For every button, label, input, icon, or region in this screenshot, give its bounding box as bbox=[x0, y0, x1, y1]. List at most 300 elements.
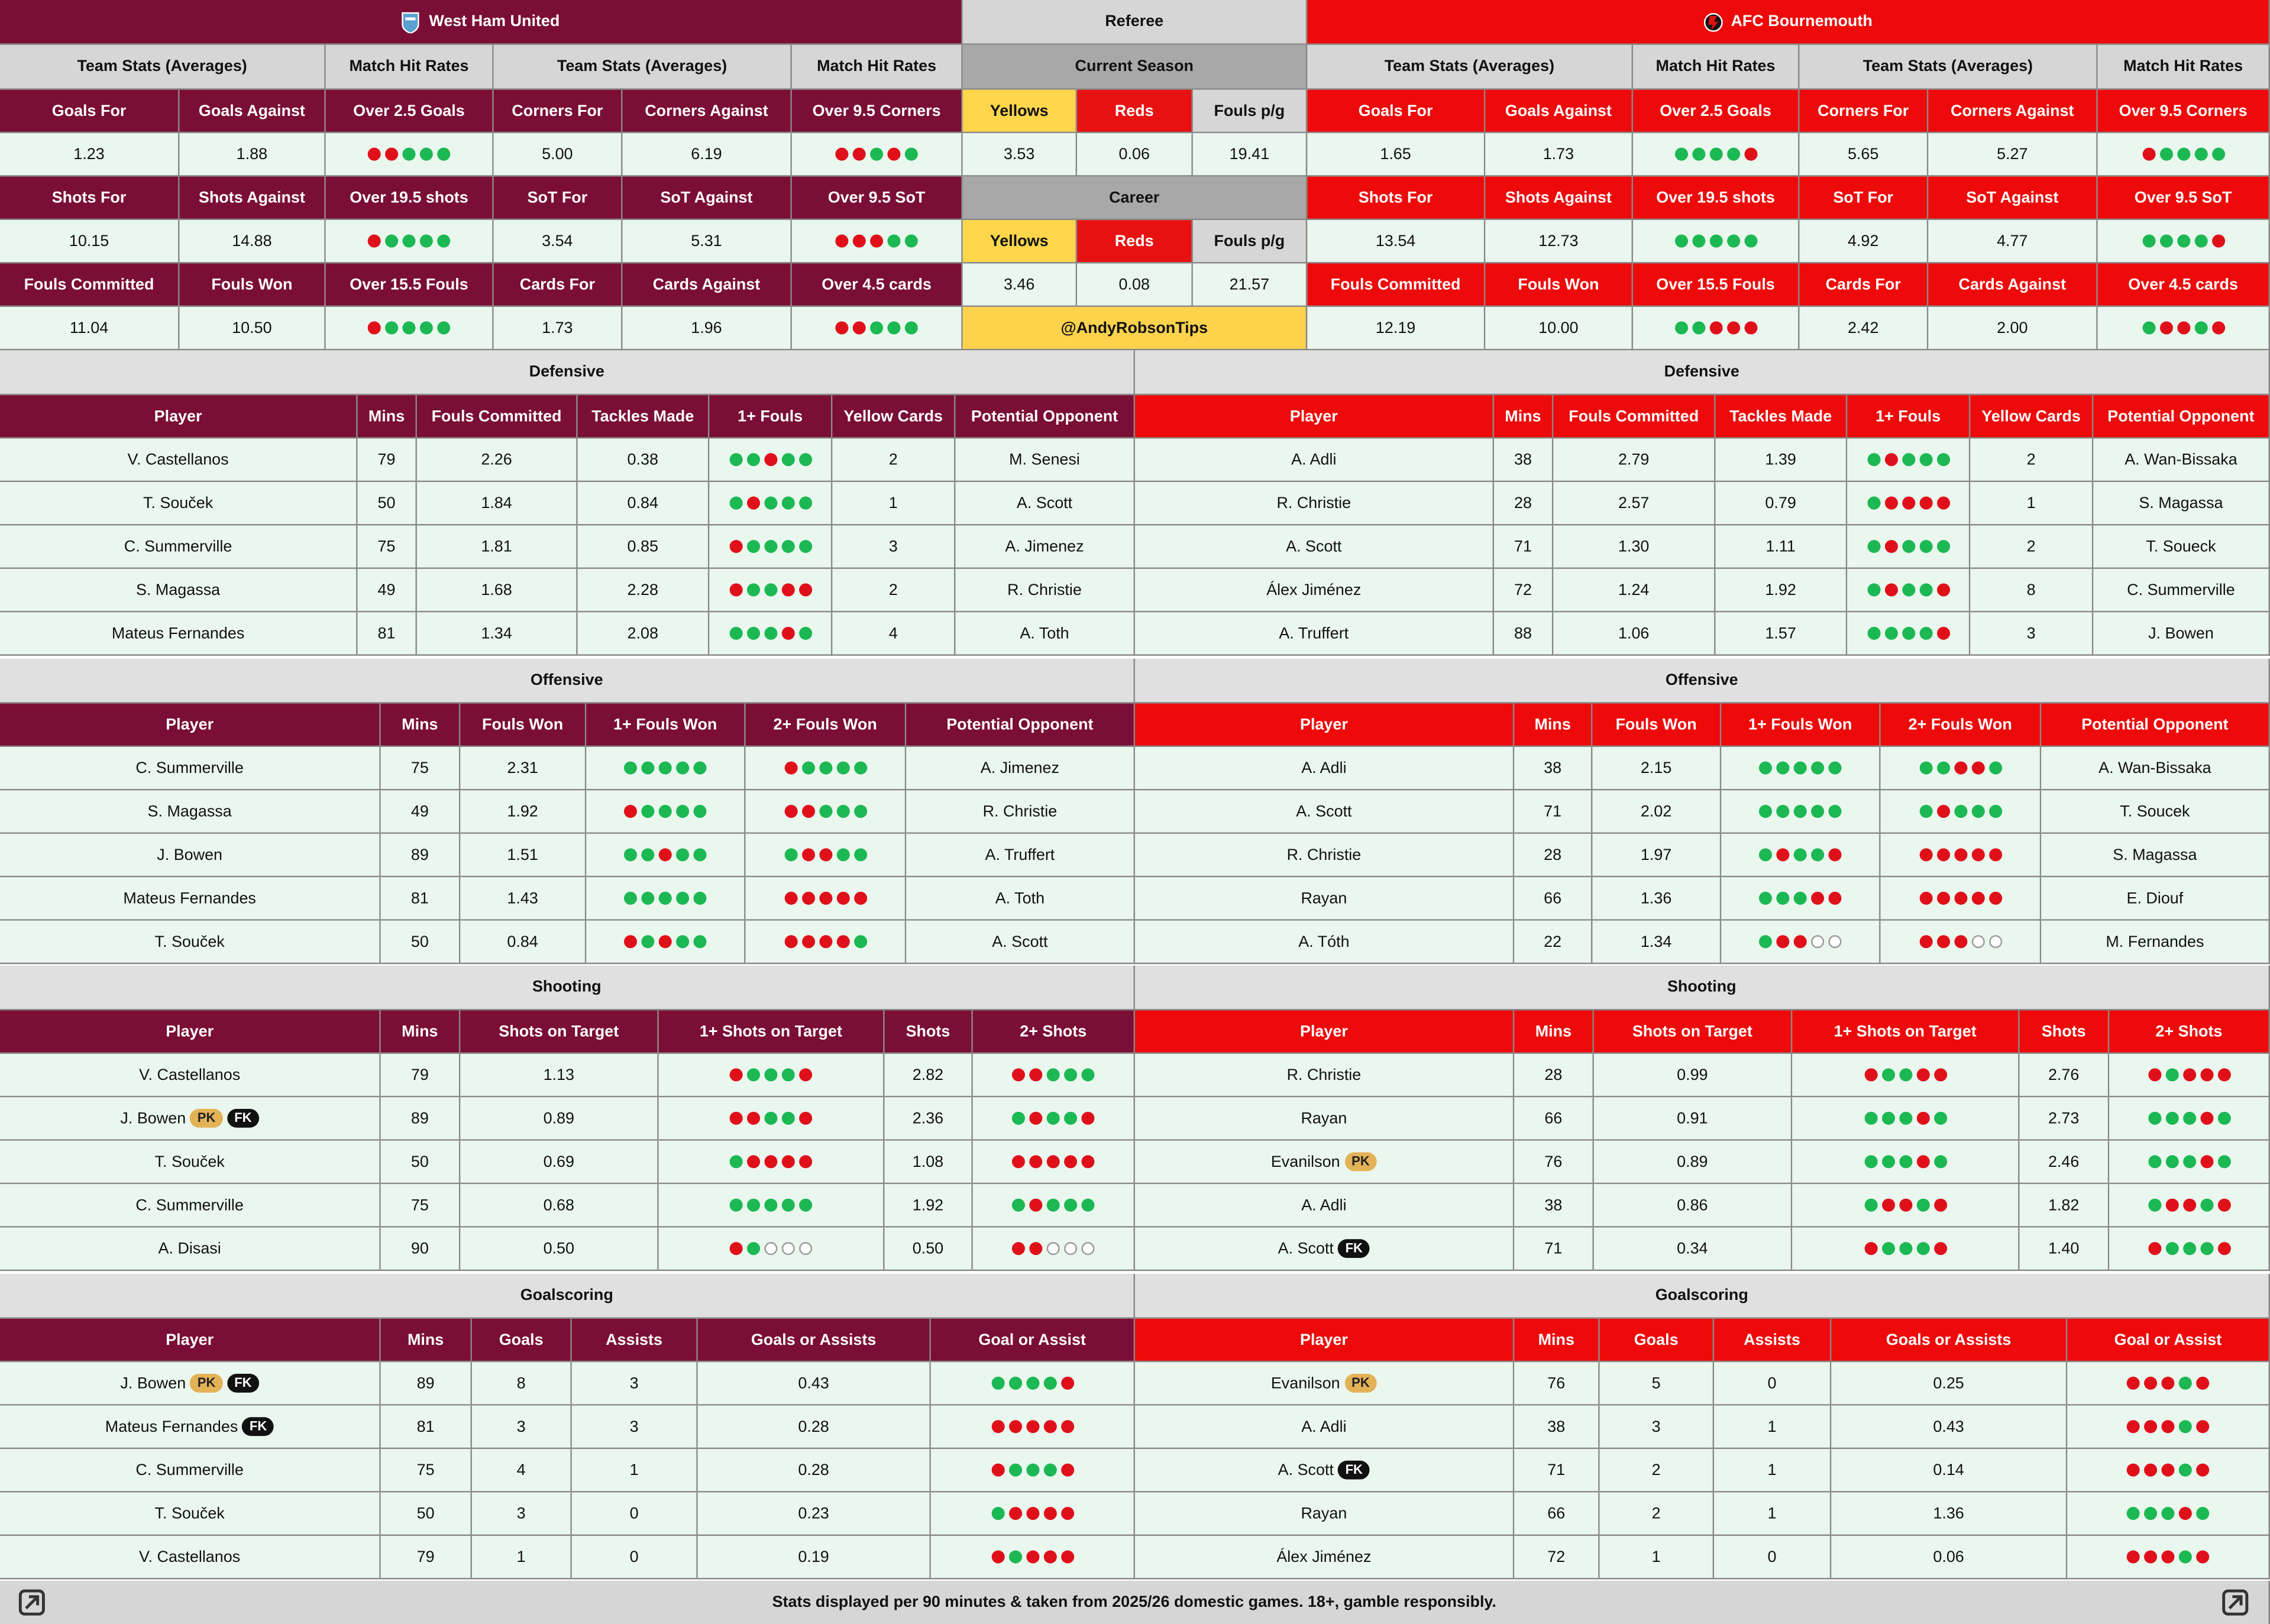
away-column-header: Mins bbox=[1514, 1319, 1599, 1362]
home-player-cell bbox=[0, 1228, 381, 1271]
miss-dot bbox=[1081, 1112, 1094, 1125]
hit-dot bbox=[2159, 148, 2172, 161]
free-kick-taker-badge: FK bbox=[227, 1109, 259, 1128]
hit-dot bbox=[1043, 1464, 1056, 1477]
home-table-cell: 1.51 bbox=[460, 834, 586, 877]
miss-dot bbox=[2200, 1068, 2213, 1081]
hit-dot bbox=[1916, 1242, 1929, 1255]
away-table-cell: 1.57 bbox=[1716, 612, 1848, 655]
away-column-header: 2+ Shots bbox=[2109, 1010, 2270, 1053]
hit-dot bbox=[676, 935, 689, 948]
hit-dot bbox=[1794, 848, 1807, 861]
away-table-cell bbox=[2067, 1406, 2270, 1449]
miss-dot bbox=[1811, 892, 1824, 905]
referee-label-2: Fouls p/g bbox=[1193, 90, 1307, 133]
away-table-cell bbox=[2067, 1536, 2270, 1579]
hit-dot bbox=[1794, 761, 1807, 774]
away-table-cell: 1 bbox=[1714, 1449, 1831, 1492]
home-table-cell: 2.28 bbox=[578, 569, 710, 612]
away-table-cell: 1 bbox=[1714, 1406, 1831, 1449]
home-table-cell bbox=[709, 526, 832, 569]
referee-current-value: 19.41 bbox=[1193, 133, 1307, 176]
away-table-cell: 0 bbox=[1714, 1536, 1831, 1579]
hit-dot bbox=[1867, 497, 1880, 510]
hit-dot bbox=[853, 805, 866, 818]
hit-dot bbox=[730, 1155, 743, 1168]
miss-dot bbox=[729, 583, 742, 596]
hit-dot bbox=[747, 1199, 760, 1212]
hit-dot bbox=[2144, 1507, 2157, 1520]
hit-dot bbox=[2217, 1112, 2230, 1125]
player-name: Rayan bbox=[1301, 1109, 1347, 1127]
away-table-cell: 0.06 bbox=[1831, 1536, 2067, 1579]
hit-dot bbox=[2200, 1199, 2213, 1212]
home-column-header: Mins bbox=[381, 1319, 472, 1362]
miss-dot bbox=[1936, 892, 1949, 905]
hit-dot bbox=[1759, 935, 1772, 948]
home-table-cell: 81 bbox=[358, 612, 417, 655]
away-stat-label: Over 9.5 SoT bbox=[2098, 177, 2270, 220]
away-stat-value: 2.42 bbox=[1799, 307, 1928, 350]
away-stat-label: SoT For bbox=[1799, 177, 1928, 220]
hit-dot bbox=[659, 761, 672, 774]
home-stat-label: Cards Against bbox=[623, 263, 792, 306]
home-table-cell: 50 bbox=[381, 921, 461, 964]
miss-dot bbox=[991, 1464, 1004, 1477]
miss-dot bbox=[2200, 1112, 2213, 1125]
miss-dot bbox=[2148, 1242, 2161, 1255]
home-player-cell bbox=[0, 612, 358, 655]
defensive-section-title-home: Defensive bbox=[0, 350, 1135, 395]
home-stat-value: 1.96 bbox=[623, 307, 792, 350]
hit-dot bbox=[764, 1112, 777, 1125]
away-table-cell bbox=[1792, 1228, 2019, 1271]
hit-dot bbox=[659, 805, 672, 818]
away-table-cell: 76 bbox=[1514, 1362, 1599, 1405]
home-column-header: Goals or Assists bbox=[698, 1319, 931, 1362]
home-column-header: Mins bbox=[381, 1010, 461, 1053]
hit-dot bbox=[1864, 1199, 1877, 1212]
miss-dot bbox=[853, 148, 866, 161]
hit-dot bbox=[420, 321, 433, 334]
away-stat-label: Over 9.5 Corners bbox=[2098, 90, 2270, 133]
miss-dot bbox=[2217, 1199, 2230, 1212]
home-table-cell: R. Christie bbox=[906, 790, 1135, 833]
hit-dot bbox=[798, 453, 811, 466]
home-player-cell bbox=[0, 569, 358, 612]
hit-dot bbox=[2142, 321, 2155, 334]
home-stat-value: 1.73 bbox=[494, 307, 623, 350]
miss-dot bbox=[1899, 1199, 1912, 1212]
miss-dot bbox=[1971, 761, 1984, 774]
player-name: R. Christie bbox=[1286, 1066, 1362, 1084]
hit-dot bbox=[1759, 892, 1772, 905]
hit-dot bbox=[2211, 148, 2224, 161]
miss-dot bbox=[1884, 540, 1897, 553]
away-table-cell: 2.79 bbox=[1553, 439, 1715, 482]
away-player-cell bbox=[1135, 921, 1514, 964]
empty-dot bbox=[1081, 1242, 1094, 1255]
home-column-header: 1+ Shots on Target bbox=[659, 1010, 885, 1053]
player-name: A. Scott bbox=[1278, 1240, 1334, 1257]
hit-dot bbox=[1794, 805, 1807, 818]
away-table-cell: 2 bbox=[1970, 526, 2093, 569]
player-name: Álex Jiménez bbox=[1266, 581, 1362, 599]
home-column-header: Shots bbox=[885, 1010, 973, 1053]
miss-dot bbox=[801, 805, 814, 818]
hit-dot bbox=[659, 892, 672, 905]
miss-dot bbox=[1064, 1155, 1077, 1168]
away-table-cell: 0.91 bbox=[1594, 1097, 1792, 1140]
penalty-taker-badge: PK bbox=[1344, 1152, 1377, 1171]
hit-dot bbox=[1047, 1199, 1060, 1212]
miss-dot bbox=[1012, 1242, 1025, 1255]
miss-dot bbox=[764, 453, 777, 466]
miss-dot bbox=[784, 892, 797, 905]
home-player-cell bbox=[0, 482, 358, 525]
away-column-header: Potential Opponent bbox=[2041, 704, 2270, 747]
referee-career-value: 0.08 bbox=[1077, 263, 1193, 306]
miss-dot bbox=[368, 148, 381, 161]
hit-dot bbox=[1008, 1550, 1021, 1563]
away-table-cell: A. Wan-Bissaka bbox=[2041, 747, 2270, 790]
home-stat-label: Over 9.5 SoT bbox=[792, 177, 963, 220]
hit-dot bbox=[781, 453, 794, 466]
hit-dot bbox=[1881, 1242, 1894, 1255]
away-table-cell: 71 bbox=[1514, 1449, 1599, 1492]
miss-dot bbox=[1060, 1377, 1073, 1390]
away-table-cell: C. Summerville bbox=[2093, 569, 2270, 612]
hit-dot bbox=[1674, 321, 1687, 334]
hit-dot bbox=[746, 627, 759, 640]
home-stat-label: Shots For bbox=[0, 177, 180, 220]
hit-dot bbox=[798, 627, 811, 640]
home-column-header: 1+ Fouls bbox=[709, 395, 832, 438]
away-table-cell bbox=[1847, 482, 1970, 525]
referee-current-value: 3.53 bbox=[963, 133, 1077, 176]
miss-dot bbox=[1884, 453, 1897, 466]
home-table-cell: A. Scott bbox=[955, 482, 1135, 525]
home-column-header: Fouls Committed bbox=[417, 395, 578, 438]
home-table-cell: 1.92 bbox=[460, 790, 586, 833]
home-table-cell: A. Truffert bbox=[906, 834, 1135, 877]
miss-dot bbox=[1884, 583, 1897, 596]
hit-dot bbox=[2177, 235, 2190, 248]
hit-dot bbox=[1884, 627, 1897, 640]
miss-dot bbox=[1864, 1242, 1877, 1255]
away-table-cell bbox=[2067, 1449, 2270, 1492]
home-table-cell: A. Scott bbox=[906, 921, 1135, 964]
away-table-cell bbox=[1721, 834, 1880, 877]
home-table-cell bbox=[931, 1449, 1135, 1492]
miss-dot bbox=[1828, 848, 1841, 861]
miss-dot bbox=[1933, 1199, 1946, 1212]
away-table-cell: 66 bbox=[1514, 877, 1592, 920]
miss-dot bbox=[1709, 321, 1722, 334]
empty-dot bbox=[1047, 1242, 1060, 1255]
home-player-cell bbox=[0, 1493, 381, 1536]
miss-dot bbox=[991, 1550, 1004, 1563]
home-player-cell bbox=[0, 1449, 381, 1492]
miss-dot bbox=[1776, 848, 1789, 861]
hit-dot bbox=[437, 235, 450, 248]
miss-dot bbox=[2200, 1155, 2213, 1168]
home-table-cell: 49 bbox=[381, 790, 461, 833]
hit-dot bbox=[2200, 1242, 2213, 1255]
hit-dot bbox=[1867, 453, 1880, 466]
hit-dot bbox=[2165, 1242, 2178, 1255]
away-stat-label: Over 2.5 Goals bbox=[1633, 90, 1799, 133]
penalty-taker-badge: PK bbox=[190, 1374, 223, 1393]
hit-dot bbox=[2217, 1155, 2230, 1168]
team-stats-subheader: Match Hit Rates bbox=[2098, 45, 2270, 90]
away-table-cell: 1.36 bbox=[1831, 1493, 2067, 1536]
miss-dot bbox=[1954, 935, 1967, 948]
hit-dot bbox=[1692, 148, 1705, 161]
hit-dot bbox=[2148, 1112, 2161, 1125]
away-table-cell bbox=[1721, 921, 1880, 964]
hit-dot bbox=[1919, 540, 1932, 553]
hit-dot bbox=[676, 892, 689, 905]
miss-dot bbox=[798, 583, 811, 596]
hit-dot bbox=[1008, 1377, 1021, 1390]
miss-dot bbox=[2196, 1420, 2209, 1433]
player-name: T. Souček bbox=[154, 1153, 225, 1170]
miss-dot bbox=[799, 1155, 812, 1168]
hit-dot bbox=[819, 761, 832, 774]
home-table-cell: 0.43 bbox=[698, 1362, 931, 1405]
miss-dot bbox=[1043, 1507, 1056, 1520]
away-table-cell: 22 bbox=[1514, 921, 1592, 964]
home-table-cell: 75 bbox=[381, 747, 461, 790]
away-table-cell bbox=[2067, 1362, 2270, 1405]
away-player-cell bbox=[1135, 834, 1514, 877]
home-table-cell: 4 bbox=[832, 612, 955, 655]
hit-dot bbox=[1759, 805, 1772, 818]
hit-dot bbox=[1047, 1068, 1060, 1081]
hit-dot bbox=[1674, 148, 1687, 161]
away-table-cell: E. Diouf bbox=[2041, 877, 2270, 920]
away-stat-value: 1.73 bbox=[1485, 133, 1633, 176]
miss-dot bbox=[836, 892, 849, 905]
away-table-cell bbox=[2109, 1097, 2270, 1140]
miss-dot bbox=[819, 935, 832, 948]
miss-dot bbox=[368, 321, 381, 334]
player-name: Rayan bbox=[1301, 889, 1347, 907]
miss-dot bbox=[853, 892, 866, 905]
away-stat-label: Over 19.5 shots bbox=[1633, 177, 1799, 220]
home-table-cell: 3 bbox=[572, 1406, 698, 1449]
away-table-cell: 0 bbox=[1714, 1362, 1831, 1405]
hit-dot bbox=[2196, 1507, 2209, 1520]
away-stat-label: Over 4.5 cards bbox=[2098, 263, 2270, 306]
away-column-header: Assists bbox=[1714, 1319, 1831, 1362]
miss-dot bbox=[2196, 1550, 2209, 1563]
empty-dot bbox=[1064, 1242, 1077, 1255]
hit-dot bbox=[420, 235, 433, 248]
hit-dot bbox=[801, 761, 814, 774]
player-name: C. Summerville bbox=[124, 538, 232, 555]
hit-dot bbox=[905, 321, 918, 334]
miss-dot bbox=[801, 935, 814, 948]
home-table-cell bbox=[586, 790, 745, 833]
away-table-cell: 1 bbox=[1714, 1493, 1831, 1536]
away-table-cell: 76 bbox=[1514, 1141, 1594, 1184]
miss-dot bbox=[1043, 1550, 1056, 1563]
hit-dot bbox=[764, 1199, 777, 1212]
home-player-cell bbox=[0, 1054, 381, 1097]
home-table-cell bbox=[709, 569, 832, 612]
miss-dot bbox=[2217, 1068, 2230, 1081]
home-column-header: Potential Opponent bbox=[906, 704, 1135, 747]
home-table-cell: 2.26 bbox=[417, 439, 578, 482]
home-table-cell: 1 bbox=[472, 1536, 572, 1579]
home-table-cell: 1 bbox=[572, 1449, 698, 1492]
away-column-header: Mins bbox=[1514, 704, 1592, 747]
hit-dot bbox=[1811, 805, 1824, 818]
away-stat-value bbox=[1633, 133, 1799, 176]
hit-dot bbox=[1811, 761, 1824, 774]
away-table-cell bbox=[2109, 1184, 2270, 1227]
home-player-cell bbox=[0, 1141, 381, 1184]
away-table-cell bbox=[1847, 612, 1970, 655]
away-column-header: Fouls Committed bbox=[1553, 395, 1715, 438]
miss-dot bbox=[1936, 848, 1949, 861]
miss-dot bbox=[1008, 1507, 1021, 1520]
team-stats-subheader: Team Stats (Averages) bbox=[1799, 45, 2097, 90]
home-stat-value: 11.04 bbox=[0, 307, 180, 350]
home-stat-label: Corners Against bbox=[623, 90, 792, 133]
home-table-cell: 1.92 bbox=[885, 1184, 973, 1227]
away-table-cell: 38 bbox=[1514, 1184, 1594, 1227]
home-stat-value: 1.88 bbox=[180, 133, 326, 176]
hit-dot bbox=[853, 848, 866, 861]
player-name: Álex Jiménez bbox=[1276, 1548, 1372, 1566]
away-stat-value: 2.00 bbox=[1928, 307, 2097, 350]
hit-dot bbox=[1988, 805, 2001, 818]
hit-dot bbox=[676, 848, 689, 861]
away-stat-value bbox=[2098, 133, 2270, 176]
away-column-header: Player bbox=[1135, 1010, 1514, 1053]
home-table-cell: 0 bbox=[572, 1493, 698, 1536]
hit-dot bbox=[693, 892, 706, 905]
home-table-cell: 75 bbox=[381, 1449, 472, 1492]
away-table-cell: 0.99 bbox=[1594, 1054, 1792, 1097]
home-player-cell bbox=[0, 1536, 381, 1579]
miss-dot bbox=[2127, 1550, 2140, 1563]
home-table-cell: 2 bbox=[832, 569, 955, 612]
miss-dot bbox=[836, 935, 849, 948]
away-table-cell: 72 bbox=[1494, 569, 1553, 612]
away-table-cell bbox=[1721, 747, 1880, 790]
hit-dot bbox=[836, 848, 849, 861]
hit-dot bbox=[782, 1112, 795, 1125]
team-stats-subheader: Team Stats (Averages) bbox=[1307, 45, 1633, 90]
shooting-section-title-away: Shooting bbox=[1135, 966, 2270, 1011]
home-stat-label: Shots Against bbox=[180, 177, 326, 220]
hit-dot bbox=[887, 321, 900, 334]
away-table-cell: 66 bbox=[1514, 1493, 1599, 1536]
home-stat-value bbox=[792, 220, 963, 263]
away-table-cell: 71 bbox=[1514, 1228, 1594, 1271]
home-column-header: Assists bbox=[572, 1319, 698, 1362]
hit-dot bbox=[782, 1068, 795, 1081]
home-table-cell: 2 bbox=[832, 439, 955, 482]
away-column-header: Player bbox=[1135, 704, 1514, 747]
miss-dot bbox=[1026, 1507, 1039, 1520]
player-name: S. Magassa bbox=[135, 581, 221, 599]
hit-dot bbox=[1919, 453, 1932, 466]
miss-dot bbox=[1919, 935, 1932, 948]
hit-dot bbox=[693, 805, 706, 818]
away-table-cell bbox=[2109, 1054, 2270, 1097]
home-stat-label: Fouls Won bbox=[180, 263, 326, 306]
player-name: R. Christie bbox=[1286, 846, 1362, 864]
away-table-cell: 1.34 bbox=[1592, 921, 1721, 964]
home-table-cell: 89 bbox=[381, 834, 461, 877]
hit-dot bbox=[784, 848, 797, 861]
hit-dot bbox=[1864, 1112, 1877, 1125]
home-column-header: Shots on Target bbox=[460, 1010, 658, 1053]
away-stat-label: Cards Against bbox=[1928, 263, 2097, 306]
miss-dot bbox=[1012, 1068, 1025, 1081]
hit-dot bbox=[1864, 1155, 1877, 1168]
home-stat-value: 10.50 bbox=[180, 307, 326, 350]
home-column-header: Yellow Cards bbox=[832, 395, 955, 438]
home-table-cell: 0.50 bbox=[460, 1228, 658, 1271]
miss-dot bbox=[1744, 148, 1757, 161]
away-player-cell bbox=[1135, 1184, 1514, 1227]
home-stat-value: 3.54 bbox=[494, 220, 623, 263]
hit-dot bbox=[402, 235, 415, 248]
miss-dot bbox=[1971, 892, 1984, 905]
hit-dot bbox=[1881, 1112, 1894, 1125]
hit-dot bbox=[1988, 761, 2001, 774]
hit-dot bbox=[1916, 1199, 1929, 1212]
player-name: A. Adli bbox=[1301, 759, 1347, 777]
home-table-cell bbox=[931, 1406, 1135, 1449]
miss-dot bbox=[659, 935, 672, 948]
miss-dot bbox=[1954, 848, 1967, 861]
away-player-cell bbox=[1135, 1097, 1514, 1140]
away-table-cell: 2.73 bbox=[2020, 1097, 2110, 1140]
hit-dot bbox=[1692, 235, 1705, 248]
player-name: Evanilson bbox=[1270, 1374, 1340, 1392]
home-column-header: 2+ Shots bbox=[973, 1010, 1135, 1053]
miss-dot bbox=[1916, 1112, 1929, 1125]
hit-dot bbox=[1709, 235, 1722, 248]
hit-dot bbox=[1064, 1068, 1077, 1081]
team-stats-subheader: Match Hit Rates bbox=[792, 45, 963, 90]
hit-dot bbox=[676, 805, 689, 818]
miss-dot bbox=[835, 235, 848, 248]
miss-dot bbox=[2196, 1377, 2209, 1390]
miss-dot bbox=[1828, 892, 1841, 905]
hit-dot bbox=[402, 321, 415, 334]
away-player-cell bbox=[1135, 1054, 1514, 1097]
player-name: C. Summerville bbox=[135, 1461, 244, 1479]
home-table-cell bbox=[586, 747, 745, 790]
home-player-cell bbox=[0, 877, 381, 920]
home-table-cell: A. Jimenez bbox=[955, 526, 1135, 569]
away-table-cell bbox=[1881, 877, 2042, 920]
miss-dot bbox=[659, 848, 672, 861]
hit-dot bbox=[1081, 1199, 1094, 1212]
away-table-cell bbox=[2067, 1493, 2270, 1536]
away-table-cell bbox=[1881, 747, 2042, 790]
home-column-header: Tackles Made bbox=[578, 395, 710, 438]
hit-dot bbox=[437, 321, 450, 334]
